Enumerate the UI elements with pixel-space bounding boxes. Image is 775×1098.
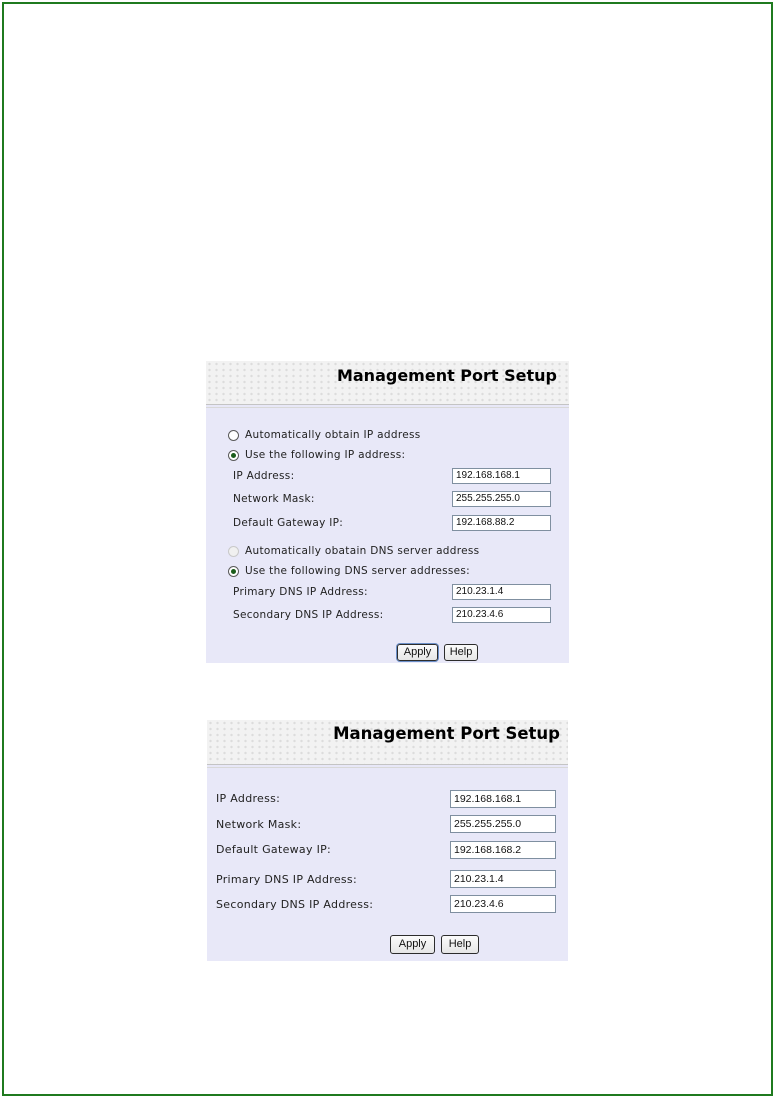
page-title: Management Port Setup — [333, 724, 560, 743]
network-mask-field[interactable]: 255.255.255.0 — [452, 491, 551, 507]
primary-dns-label: Primary DNS IP Address: — [216, 873, 357, 886]
secondary-dns-field[interactable]: 210.23.4.6 — [452, 607, 551, 623]
ip-address-label: IP Address: — [216, 792, 281, 805]
panel-header — [206, 361, 569, 405]
help-button[interactable]: Help — [444, 644, 478, 661]
primary-dns-field[interactable]: 210.23.1.4 — [450, 870, 556, 888]
auto-ip-option[interactable] — [228, 428, 421, 442]
auto-ip-label: Automatically obtain IP address — [245, 429, 421, 441]
ip-address-label: IP Address: — [233, 470, 295, 482]
page-title: Management Port Setup — [336, 366, 557, 385]
default-gateway-field[interactable]: 192.168.168.2 — [450, 841, 556, 859]
manual-ip-option[interactable] — [228, 448, 405, 462]
manual-ip-radio[interactable] — [228, 450, 239, 461]
manual-dns-radio[interactable] — [228, 566, 239, 577]
primary-dns-label: Primary DNS IP Address: — [233, 586, 368, 598]
help-button[interactable]: Help — [441, 935, 479, 954]
auto-ip-radio[interactable] — [228, 430, 239, 441]
network-mask-label: Network Mask: — [233, 493, 315, 505]
primary-dns-field[interactable]: 210.23.1.4 — [452, 584, 551, 600]
apply-button[interactable]: Apply — [390, 935, 435, 954]
default-gateway-label: Default Gateway IP: — [216, 843, 332, 856]
manual-dns-option[interactable] — [228, 564, 470, 578]
secondary-dns-label: Secondary DNS IP Address: — [216, 898, 374, 911]
auto-dns-label: Automatically obatain DNS server address — [245, 545, 480, 557]
management-port-panel-simple — [207, 720, 568, 961]
manual-ip-label: Use the following IP address: — [245, 449, 406, 461]
ip-address-field[interactable]: 192.168.168.1 — [452, 468, 551, 484]
secondary-dns-field[interactable]: 210.23.4.6 — [450, 895, 556, 913]
manual-dns-label: Use the following DNS server addresses: — [245, 565, 471, 577]
auto-dns-option[interactable] — [228, 544, 479, 558]
network-mask-label: Network Mask: — [216, 818, 302, 831]
ip-address-field[interactable]: 192.168.168.1 — [450, 790, 556, 808]
default-gateway-field[interactable]: 192.168.88.2 — [452, 515, 551, 531]
default-gateway-label: Default Gateway IP: — [233, 517, 344, 529]
secondary-dns-label: Secondary DNS IP Address: — [233, 609, 384, 621]
management-port-panel-full — [206, 361, 569, 663]
auto-dns-radio[interactable] — [228, 546, 239, 557]
apply-button[interactable]: Apply — [397, 644, 438, 661]
panel-header — [207, 720, 568, 765]
network-mask-field[interactable]: 255.255.255.0 — [450, 815, 556, 833]
